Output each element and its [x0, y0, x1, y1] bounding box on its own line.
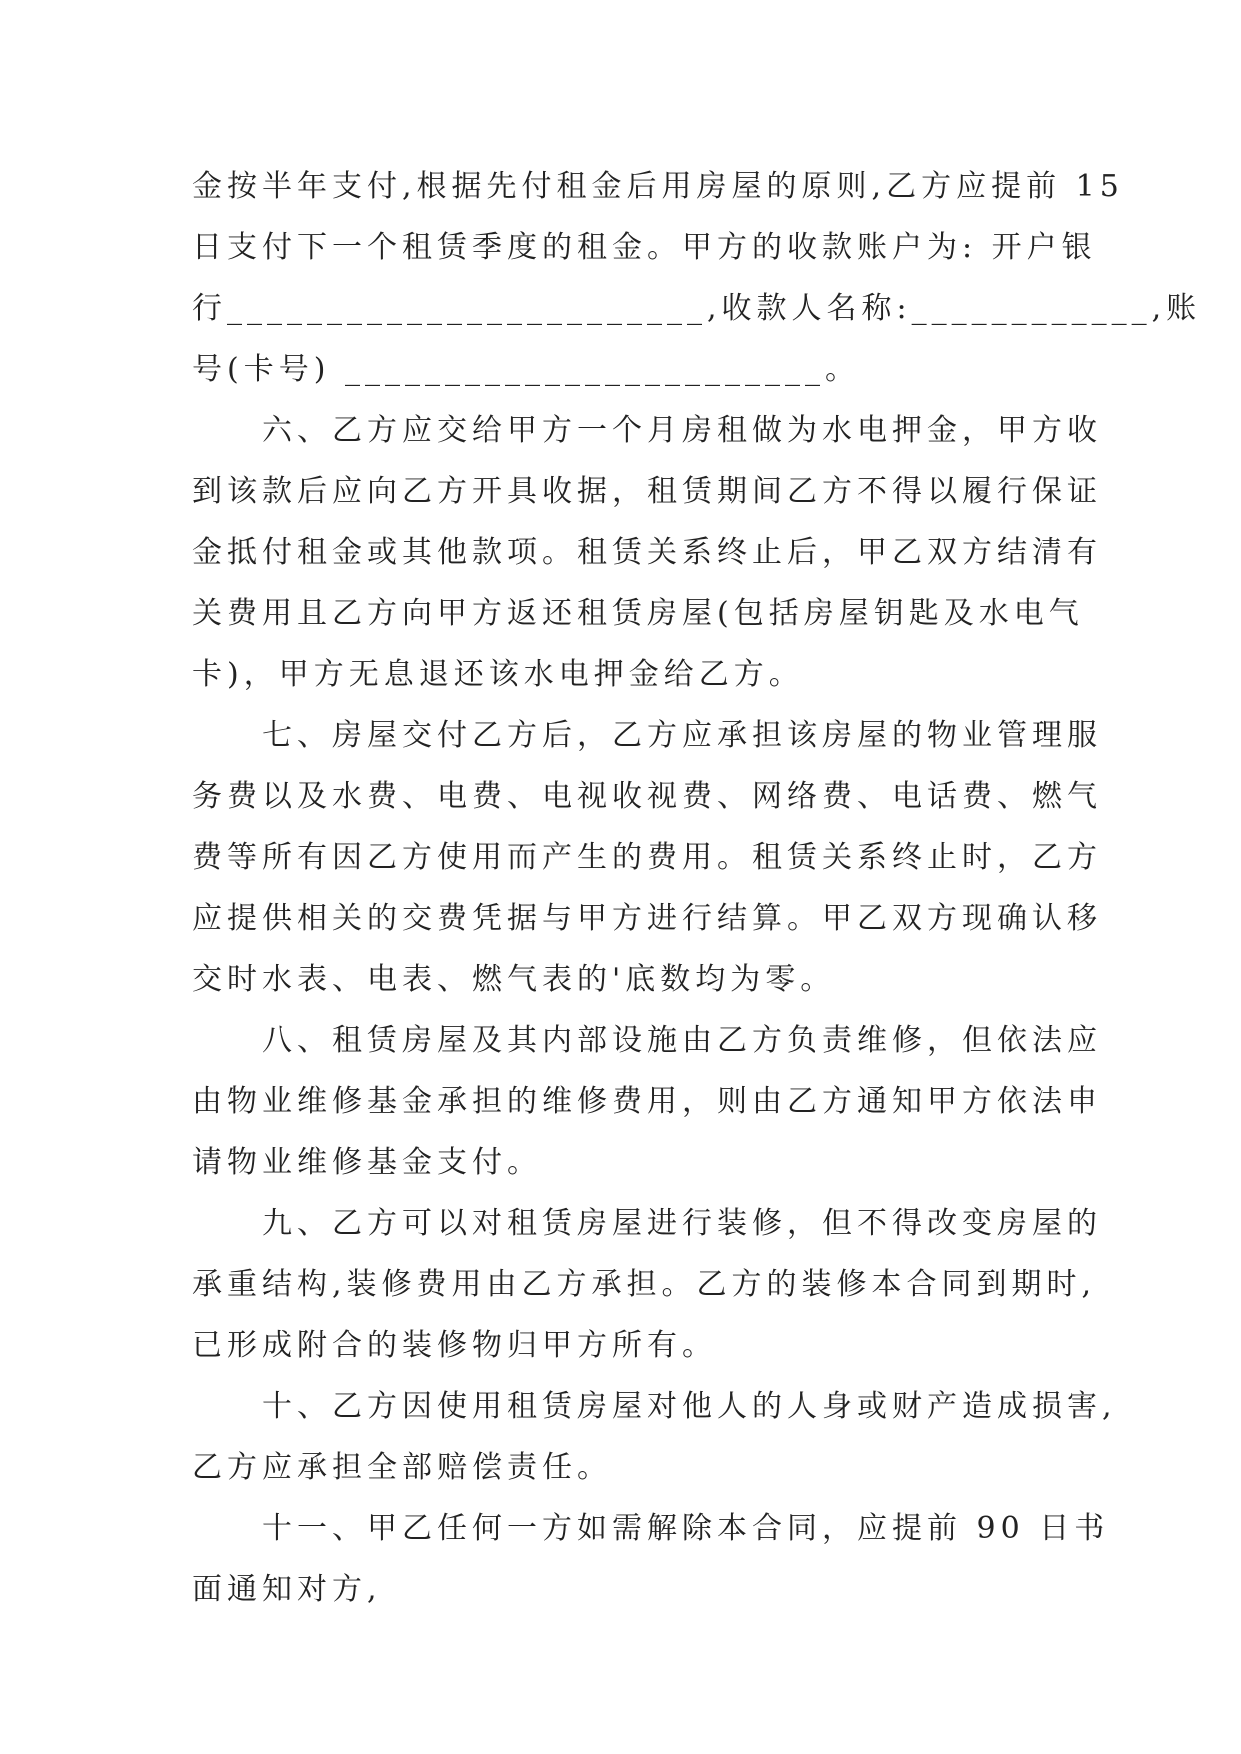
text-line: 请物业维修基金支付。: [192, 1145, 542, 1180]
text-line: 到该款后应向乙方开具收据，租赁期间乙方不得以履行保证: [192, 474, 1102, 509]
text-line: 七、房屋交付乙方后，乙方应承担该房屋的物业管理服: [192, 718, 1102, 753]
text-line: 金抵付租金或其他款项。租赁关系终止后，甲乙双方结清有: [192, 535, 1102, 570]
text-line: 交时水表、电表、燃气表的'底数均为零。: [192, 962, 836, 997]
text-line: 由物业维修基金承担的维修费用，则由乙方通知甲方依法申: [192, 1084, 1102, 1119]
text-line: 十一、甲乙任何一方如需解除本合同，应提前 90 日书: [192, 1511, 1110, 1546]
text-line: 金按半年支付,根据先付租金后用房屋的原则,乙方应提前 15: [192, 169, 1124, 204]
text-line: 八、租赁房屋及其内部设施由乙方负责维修，但依法应: [192, 1023, 1102, 1058]
text-line: 九、乙方可以对租赁房屋进行装修，但不得改变房屋的: [192, 1206, 1102, 1241]
text-line: 号(卡号) ________________________。: [192, 352, 860, 387]
text-line: 应提供相关的交费凭据与甲方进行结算。甲乙双方现确认移: [192, 901, 1102, 936]
text-line: 十、乙方因使用租赁房屋对他人的人身或财产造成损害,: [192, 1389, 1117, 1424]
text-line: 已形成附合的装修物归甲方所有。: [192, 1328, 717, 1363]
contract-body: [192, 156, 1202, 1620]
text-line: 日支付下一个租赁季度的租金。甲方的收款账户为: 开户银: [192, 230, 1097, 265]
text-line: 行________________________,收款人名称:____________,账: [192, 291, 1202, 326]
text-line: 费等所有因乙方使用而产生的费用。租赁关系终止时，乙方: [192, 840, 1102, 875]
text-line: 承重结构,装修费用由乙方承担。乙方的装修本合同到期时,: [192, 1267, 1097, 1302]
text-line: 卡)，甲方无息退还该水电押金给乙方。: [192, 657, 804, 692]
text-line: 六、乙方应交给甲方一个月房租做为水电押金，甲方收: [192, 413, 1102, 448]
text-line: 关费用且乙方向甲方返还租赁房屋(包括房屋钥匙及水电气: [192, 596, 1084, 631]
text-line: 面通知对方,: [192, 1572, 382, 1607]
text-line: 乙方应承担全部赔偿责任。: [192, 1450, 612, 1485]
text-line: 务费以及水费、电费、电视收视费、网络费、电话费、燃气: [192, 779, 1102, 814]
